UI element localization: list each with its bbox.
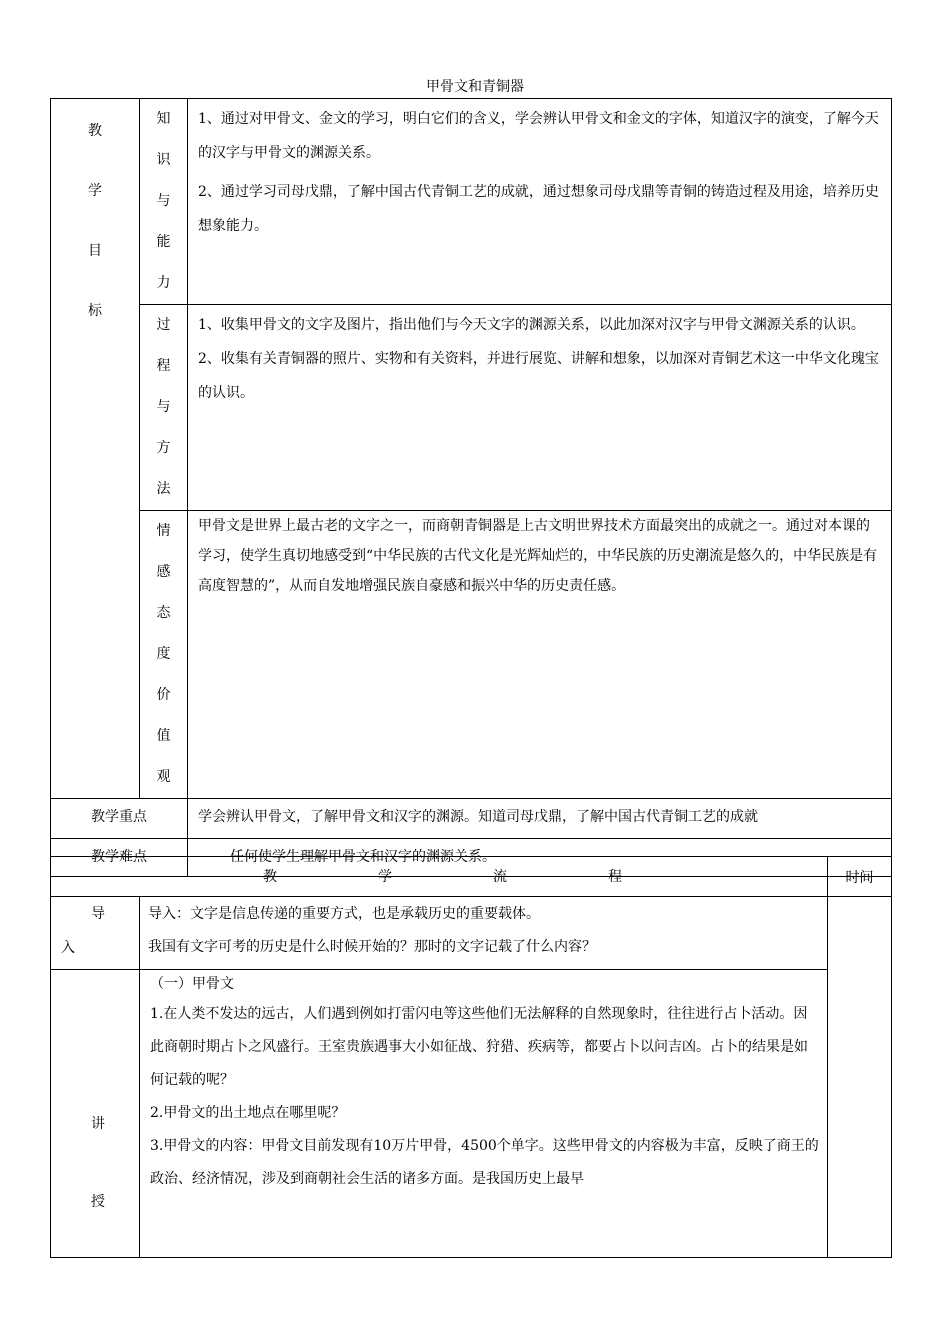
page-title: 甲骨文和青铜器 — [426, 79, 524, 95]
intro-line: 我国有文字可考的历史是什么时候开始的？那时的文字记载了什么内容？ — [148, 939, 596, 955]
lecture-label-char: 授 — [91, 1194, 105, 1210]
objectives-table — [50, 98, 892, 877]
objectives-category-char: 目 — [88, 243, 102, 259]
difficulty-label-cell: 教学难点 — [51, 839, 188, 877]
process-text: 1、收集甲骨文的文字及图片，指出他们与今天文字的渊源关系，以此加深对汉字与甲骨文渊源关系的认识。2、收集有关青铜器的照片、实物和有关资料，并进行展览、讲解和想象，以加深对青铜艺术这一中华文化瑰宝的认识。 — [198, 317, 879, 401]
label-char: 情 — [156, 523, 171, 539]
lecture-heading: （一）甲骨文 — [150, 976, 234, 992]
label-char: 过 — [156, 317, 171, 333]
label-char: 力 — [156, 275, 171, 291]
label-char: 方 — [156, 440, 171, 456]
objectives-category-char: 教 — [88, 123, 102, 139]
lecture-paragraph: 3.甲骨文的内容：甲骨文目前发现有10万片甲骨，4500个单字。这些甲骨文的内容极为丰富，反映了商王的政治、经济情况，涉及到商朝社会生活的诸多方面。是我国历史上最早 — [150, 1138, 819, 1187]
objectives-category-char: 标 — [88, 303, 102, 319]
label-char: 态 — [156, 605, 171, 621]
label-char: 值 — [156, 728, 171, 744]
flow-header-char: 程 — [608, 868, 622, 885]
label-char: 识 — [156, 152, 171, 168]
key-point-text: 学会辨认甲骨文，了解甲骨文和汉字的渊源。知道司母戊鼎，了解中国古代青铜工艺的成就 — [198, 809, 758, 825]
lecture-text-cell — [140, 970, 828, 1258]
key-point-label-cell: 教学重点 — [51, 799, 188, 839]
label-char: 价 — [156, 687, 171, 703]
label-char: 感 — [156, 564, 171, 580]
time-label: 时间 — [845, 869, 874, 886]
flow-header-char: 学 — [378, 868, 392, 885]
label-char: 与 — [156, 193, 171, 209]
intro-label-char: 入 — [61, 940, 75, 956]
time-cell — [828, 897, 892, 1258]
flow-header-char: 教 — [263, 868, 277, 885]
label-char: 度 — [156, 646, 171, 662]
label-char: 能 — [156, 234, 171, 250]
label-char: 程 — [156, 358, 171, 374]
flow-header-cell — [51, 857, 828, 897]
process-label-cell — [140, 305, 188, 511]
lecture-paragraph: 2.甲骨文的出土地点在哪里呢？ — [150, 1105, 346, 1121]
knowledge-label-cell — [140, 99, 188, 305]
knowledge-text-cell — [188, 99, 892, 305]
flow-table — [50, 856, 892, 1258]
lecture-label-char: 讲 — [91, 1116, 105, 1132]
lecture-label-cell — [51, 970, 140, 1258]
knowledge-text-2: 2、通过学习司母戊鼎，了解中国古代青铜工艺的成就，通过想象司母戊鼎等青铜的铸造过程及用途，培养历史想象能力。 — [198, 184, 879, 234]
objectives-category-cell — [51, 99, 140, 799]
lecture-paragraph: 1.在人类不发达的远古，人们遇到例如打雷闪电等这些他们无法解释的自然现象时，往往进行占卜活动。因此商朝时期占卜之风盛行。王室贵族遇事大小如征战、狩猎、疾病等，都要占卜以问吉凶。占卜的结果是如何记载的呢？ — [150, 1006, 808, 1088]
label-char: 与 — [156, 399, 171, 415]
intro-label-char: 导 — [91, 906, 105, 922]
intro-line: 导入：文字是信息传递的重要方式，也是承载历史的重要载体。 — [148, 906, 540, 922]
emotion-label-cell — [140, 511, 188, 799]
time-header-cell — [828, 857, 892, 897]
knowledge-text-1: 1、通过对甲骨文、金文的学习，明白它们的含义，学会辨认甲骨文和金文的字体，知道汉字的演变，了解今天的汉字与甲骨文的渊源关系。 — [198, 111, 879, 161]
intro-label-cell — [51, 897, 140, 970]
flow-header-char: 流 — [493, 868, 507, 885]
label-char: 知 — [156, 111, 171, 127]
label-char: 法 — [156, 481, 171, 497]
key-point-text-cell — [188, 799, 892, 839]
intro-text-cell — [140, 897, 828, 970]
objectives-category-char: 学 — [88, 183, 102, 199]
process-text-cell — [188, 305, 892, 511]
label-char: 观 — [156, 769, 171, 785]
difficulty-text: 任何使学生理解甲骨文和汉字的渊源关系。 — [230, 849, 496, 865]
emotion-text: 甲骨文是世界上最古老的文字之一，而商朝青铜器是上古文明世界技术方面最突出的成就之一。通过对本课的学习，使学生真切地感受到“中华民族的古代文化是光辉灿烂的，中华民族的历史潮流是悠久的，中华民族是有高度智慧的”，从而自发地增强民族自豪感和振兴中华的历史责任感。 — [198, 518, 878, 594]
emotion-text-cell — [188, 511, 892, 799]
